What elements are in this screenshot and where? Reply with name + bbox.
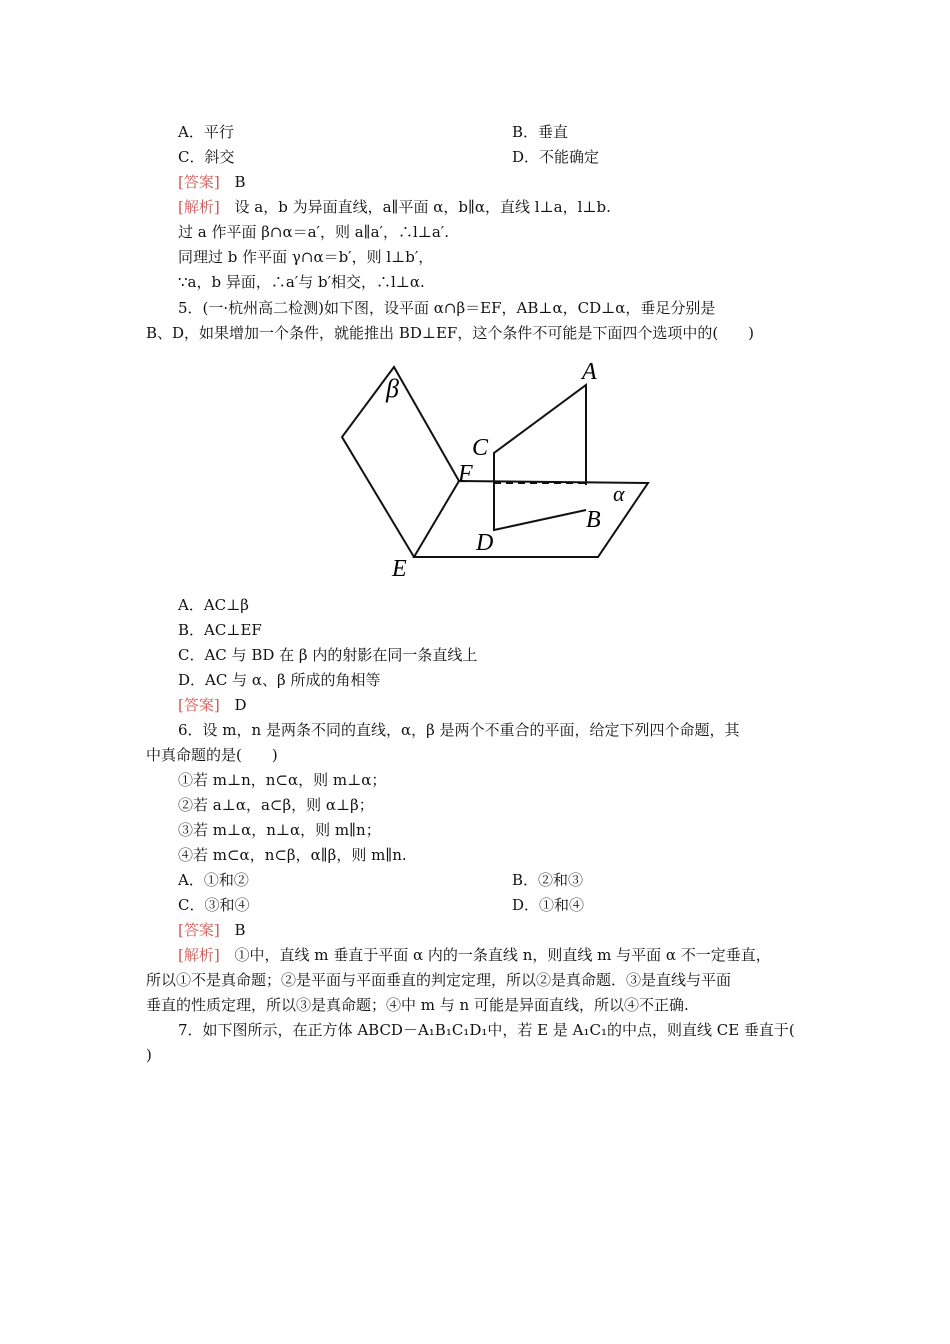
q6-option-a: A．①和② — [178, 871, 249, 889]
analysis-tag: [解析] — [178, 198, 220, 216]
label-c: C — [472, 435, 489, 461]
label-d: D — [476, 530, 494, 556]
q6-stem-line-2: 中真命题的是( ) — [146, 746, 278, 764]
q4-analysis-line-2: 过 a 作平面 β∩α＝a′，则 a∥a′，∴l⊥a′. — [178, 223, 449, 241]
q4-analysis-line-1 — [178, 197, 611, 217]
label-beta: β — [386, 374, 399, 403]
q5-answer-line — [178, 695, 247, 715]
q6-analysis-line-3: 垂直的性质定理，所以③是真命题；④中 m 与 n 可能是异面直线，所以④不正确. — [146, 996, 689, 1014]
q5-option-b: B．AC⊥EF — [178, 621, 262, 639]
answer-value: B — [234, 921, 246, 939]
label-a: A — [582, 359, 597, 385]
plane-beta — [342, 367, 459, 557]
q7-stem-line-2: ) — [146, 1046, 152, 1064]
answer-value: D — [234, 696, 247, 714]
q6-prop-1: ①若 m⊥n，n⊂α，则 m⊥α； — [178, 771, 387, 789]
q5-option-d: D．AC 与 α、β 所成的角相等 — [178, 671, 381, 689]
q6-prop-4: ④若 m⊂α，n⊂β，α∥β，则 m∥n. — [178, 846, 407, 864]
label-f: F — [458, 461, 473, 487]
q6-answer-line — [178, 920, 246, 940]
label-alpha: α — [613, 481, 625, 506]
q4-answer-line — [178, 172, 246, 192]
q5-option-a: A．AC⊥β — [178, 596, 249, 614]
analysis-text: ①中，直线 m 垂直于平面 α 内的一条直线 n，则直线 m 与平面 α 不一定垂直， — [234, 946, 771, 964]
q4-analysis-line-4: ∵a，b 异面，∴a′与 b′相交，∴l⊥α. — [178, 273, 425, 291]
analysis-tag: [解析] — [178, 946, 220, 964]
q5-option-c: C．AC 与 BD 在 β 内的射影在同一条直线上 — [178, 646, 478, 664]
q6-analysis-line-1 — [178, 945, 771, 965]
q6-option-c: C．③和④ — [178, 896, 250, 914]
answer-tag: [答案] — [178, 921, 220, 939]
answer-tag: [答案] — [178, 173, 220, 191]
label-e: E — [392, 556, 407, 582]
analysis-text: 设 a，b 为异面直线，a∥平面 α，b∥α，直线 l⊥a，l⊥b. — [234, 198, 611, 216]
q6-prop-2: ②若 a⊥α，a⊂β，则 α⊥β； — [178, 796, 374, 814]
q7-stem-line-1: 7．如下图所示，在正方体 ABCD－A₁B₁C₁D₁中，若 E 是 A₁C₁的中点，则直线 CE 垂直于( — [178, 1021, 795, 1039]
q6-stem-line-1: 6．设 m，n 是两条不同的直线，α，β 是两个不重合的平面，给定下列四个命题，其 — [178, 721, 740, 739]
answer-value: B — [234, 173, 246, 191]
q6-analysis-line-2: 所以①不是真命题；②是平面与平面垂直的判定定理，所以②是真命题．③是直线与平面 — [146, 971, 732, 989]
q4-analysis-line-3: 同理过 b 作平面 γ∩α＝b′，则 l⊥b′， — [178, 248, 434, 266]
q5-figure — [330, 355, 670, 590]
q4-option-c: C．斜交 — [178, 148, 235, 166]
segment-c-a-b-d-c — [494, 385, 586, 530]
q6-prop-3: ③若 m⊥α，n⊥α，则 m∥n； — [178, 821, 381, 839]
q6-option-b: B．②和③ — [512, 871, 584, 889]
q4-option-d: D．不能确定 — [512, 148, 600, 166]
label-b: B — [586, 507, 601, 533]
answer-tag: [答案] — [178, 696, 220, 714]
q4-option-a: A．平行 — [178, 123, 234, 141]
q5-stem-line-2: B、D，如果增加一个条件，就能推出 BD⊥EF，这个条件不可能是下面四个选项中的( ) — [146, 324, 755, 342]
q4-option-b: B．垂直 — [512, 123, 569, 141]
q5-stem-line-1: 5．(一·杭州高二检测)如下图，设平面 α∩β＝EF，AB⊥α，CD⊥α，垂足分别是 — [178, 299, 716, 317]
q6-option-d: D．①和④ — [512, 896, 585, 914]
